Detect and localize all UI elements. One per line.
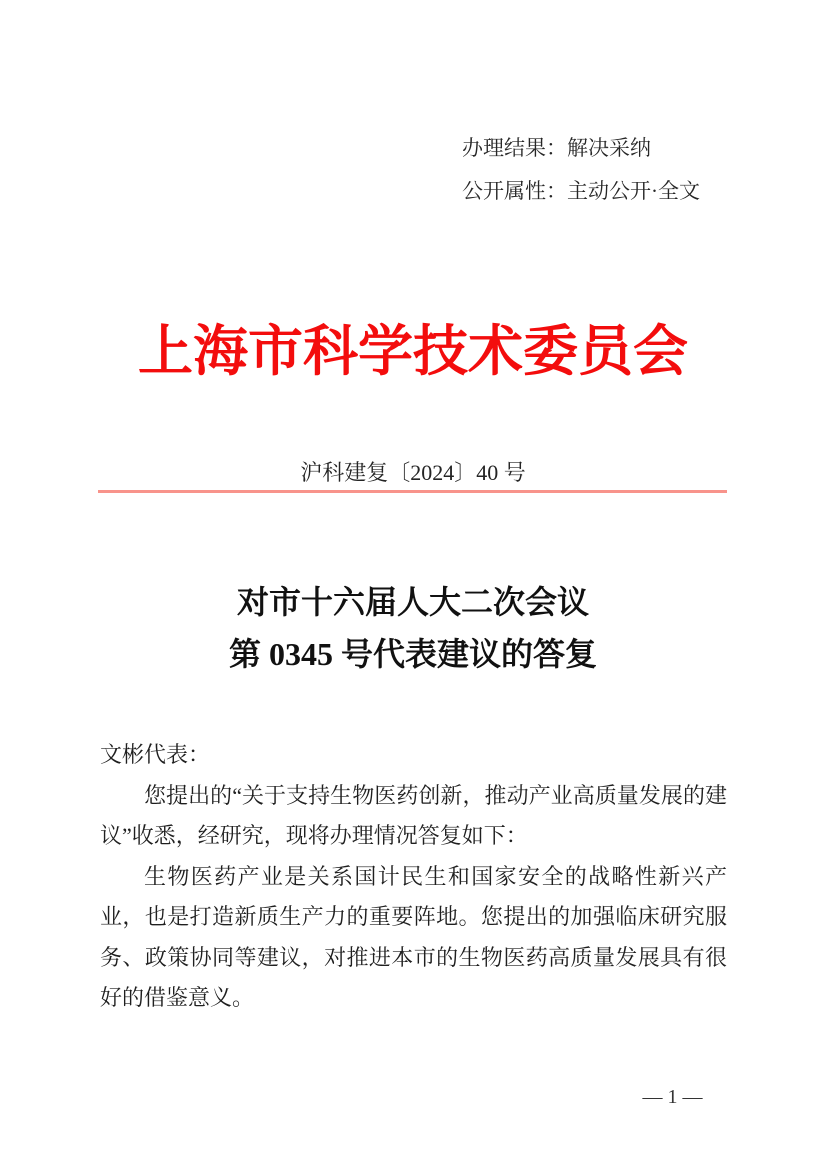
salutation: 文彬代表： (100, 742, 211, 767)
agency-letterhead-title: 上海市科学技术委员会 (137, 321, 688, 382)
reply-title-line2: 第 0345 号代表建议的答复 (228, 636, 597, 672)
body-paragraph-1: 您提出的“关于支持生物医药创新，推动产业高质量发展的建议”收悉，经研究，现将办理情况答复如下： (100, 782, 727, 848)
document-number: 沪科建复〔2024〕40 号 (300, 460, 526, 485)
meta-block (462, 127, 700, 213)
reply-title (0, 576, 826, 680)
body-paragraph-2: 生物医药产业是关系国计民生和国家安全的战略性新兴产业，也是打造新质生产力的重要阵地。您提出的加强临床研究服务、政策协同等建议，对推进本市的生物医药高质量发展具有很好的借鉴意义。 (100, 863, 727, 1010)
processing-result-line: 办理结果：解决采纳 (462, 136, 651, 160)
letterhead-separator-rule (98, 490, 727, 493)
publicity-line: 公开属性：主动公开·全文 (462, 179, 700, 203)
letter-body (100, 735, 727, 1019)
page-number: — 1 — (642, 1086, 703, 1108)
reply-title-line1: 对市十六届人大二次会议 (236, 584, 589, 620)
